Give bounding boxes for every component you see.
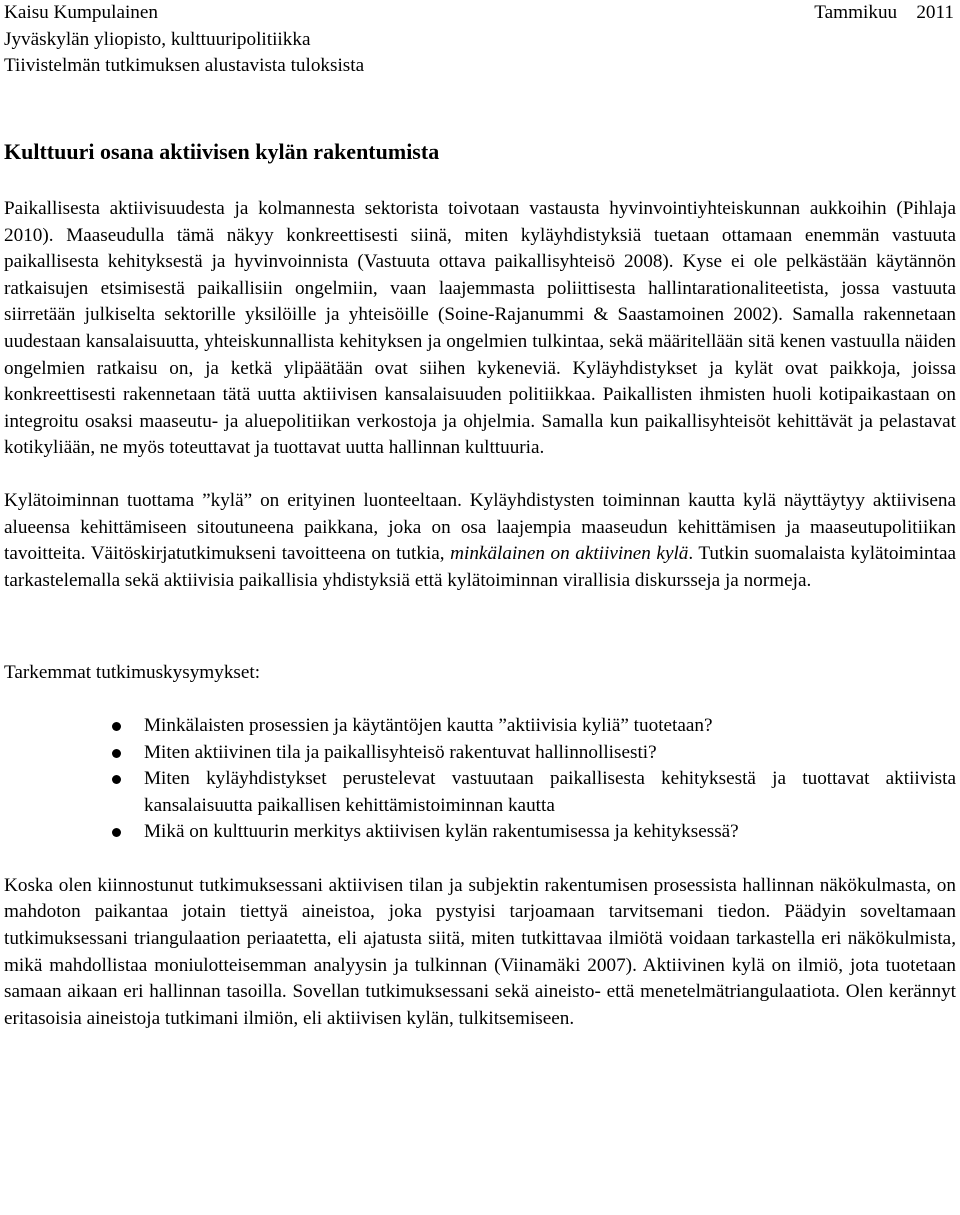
paragraph-1: Paikallisesta aktiivisuudesta ja kolmannesta sektorista toivotaan vastausta hyvinvointiyhteiskunnan aukkoihin (Pihlaja 2010). Maaseudulla tämä näkyy konkreettisesti siinä, miten kyläyhdistyksiä tuetaan ottamaan enemmän vastuuta paikallisesta kehityksestä ja hyvinvoinnista (Vastuuta ottava paikallisyhteisö 2008). Kyse ei ole pelkästään käytännön ratkaisujen etsimisestä paikallisiin ongelmiin, vaan laajemmasta poliittisesta hallintarationaliteetista, jossa vastuuta siirretään julkiselta sektorille yksilöille ja yhteisöille (Soine-Rajanummi & Saastamoinen 2002). Samalla rakennetaan uudestaan kansalaisuutta, yhteiskunnallista kehityksen ja ongelmien tulkintaa, sekä määritellään sitä kenen vastuulla näiden ongelmien ratkaisu on, ja ketkä ylipäätään ovat siihen kykeneviä. Kyläyhdistykset ja kylät ovat paikkoja, joissa konkreettisesti rakennetaan tätä uutta aktiivisen kansalaisuuden politiikkaa. Paikallisten ihmisten huoli kotipaikastaan on integroitu osaksi maaseutu- ja aluepolitiikan verkostoja ja ohjelmia. Samalla kun paikallisyhteisöt kehittävät ja pelastavat kotikyliään, ne myös toteuttavat ja tuottavat uutta hallinnan kulttuuria. xyxy=(4,198,956,459)
header-month: Tammikuu xyxy=(814,2,898,23)
list-item xyxy=(4,766,956,819)
author-name: Kaisu Kumpulainen xyxy=(4,2,159,23)
question-text: Miten aktiivinen tila ja paikallisyhteisö rakentuvat hallinnollisesti? xyxy=(144,741,657,763)
document-header xyxy=(4,0,956,80)
questions-list xyxy=(4,713,956,846)
header-year: 2011 xyxy=(916,2,954,23)
bullet-icon xyxy=(112,749,121,758)
document-type: Tiivistelmän tutkimuksen alustavista tuloksista xyxy=(4,55,365,77)
questions-heading: Tarkemmat tutkimuskysymykset: xyxy=(4,662,261,684)
question-text: Minkälaisten prosessien ja käytäntöjen kautta ”aktiivisia kyliä” tuotetaan? xyxy=(144,714,713,736)
question-text: Mikä on kulttuurin merkitys aktiivisen kylän rakentumisessa ja kehityksessä? xyxy=(144,821,739,843)
header-date xyxy=(814,0,954,27)
question-text: Miten kyläyhdistykset perustelevat vastuutaan paikallisesta kehityksestä ja tuottavat aktiivista kansalaisuutta paikallisen kehittämistoiminnan kautta xyxy=(144,768,956,816)
list-item xyxy=(4,819,956,846)
paragraph-2-end: . Tutkin suomalaista kylätoimintaa tarkastelemalla sekä aktiivisia paikallisia yhdistyksiä että kylätoiminnan virallisia diskursseja ja normeja. xyxy=(4,543,957,591)
header-left xyxy=(4,0,956,80)
list-item xyxy=(4,713,956,740)
bullet-icon xyxy=(112,828,121,837)
affiliation: Jyväskylän yliopisto, kulttuuripolitiikka xyxy=(4,28,311,50)
document-title: Kulttuuri osana aktiivisen kylän rakentumista xyxy=(4,139,440,164)
list-item xyxy=(4,740,956,767)
paragraph-2 xyxy=(4,488,956,594)
paragraph-2-start: Kylätoiminnan tuottama ”kylä” on erityinen luonteeltaan. Kyläyhdistysten toiminnan kautta kylä näyttäytyy aktiivisena alueensa kehittämiseen sitoutuneena paikkana, joka on osa laajempia maaseudun kehittämisen ja maaseutupolitiikan tavoitteita. Väitöskirjatutkimukseni tavoitteena on tutkia, xyxy=(4,489,956,565)
bullet-icon xyxy=(112,722,121,731)
research-question-italic: minkälainen on aktiivinen kylä xyxy=(450,543,689,565)
bullet-icon xyxy=(112,775,121,784)
paragraph-3: Koska olen kiinnostunut tutkimuksessani aktiivisen tilan ja subjektin rakentumisen prosessista hallinnan näkökulmasta, on mahdoton paikantaa jotain tiettyä aineistoa, joka pystyisi tarjoamaan tarvitsemani tiedon. Päädyin soveltamaan tutkimuksessani triangulaation periaatetta, eli ajatusta siitä, miten tutkittavaa ilmiötä voidaan tarkastella eri näkökulmista, mikä mahdollistaa moniulotteisemman analyysin ja tulkinnan (Viinamäki 2007). Aktiivinen kylä on ilmiö, jota tuotetaan samaan aikaan eri hallinnan tasoilla. Sovellan tutkimuksessani sekä aineisto- että menetelmätriangulaatiota. Olen kerännyt eritasoisia aineistoja tutkimani ilmiön, eli aktiivisen kylän, tulkitsemiseen. xyxy=(4,874,956,1029)
